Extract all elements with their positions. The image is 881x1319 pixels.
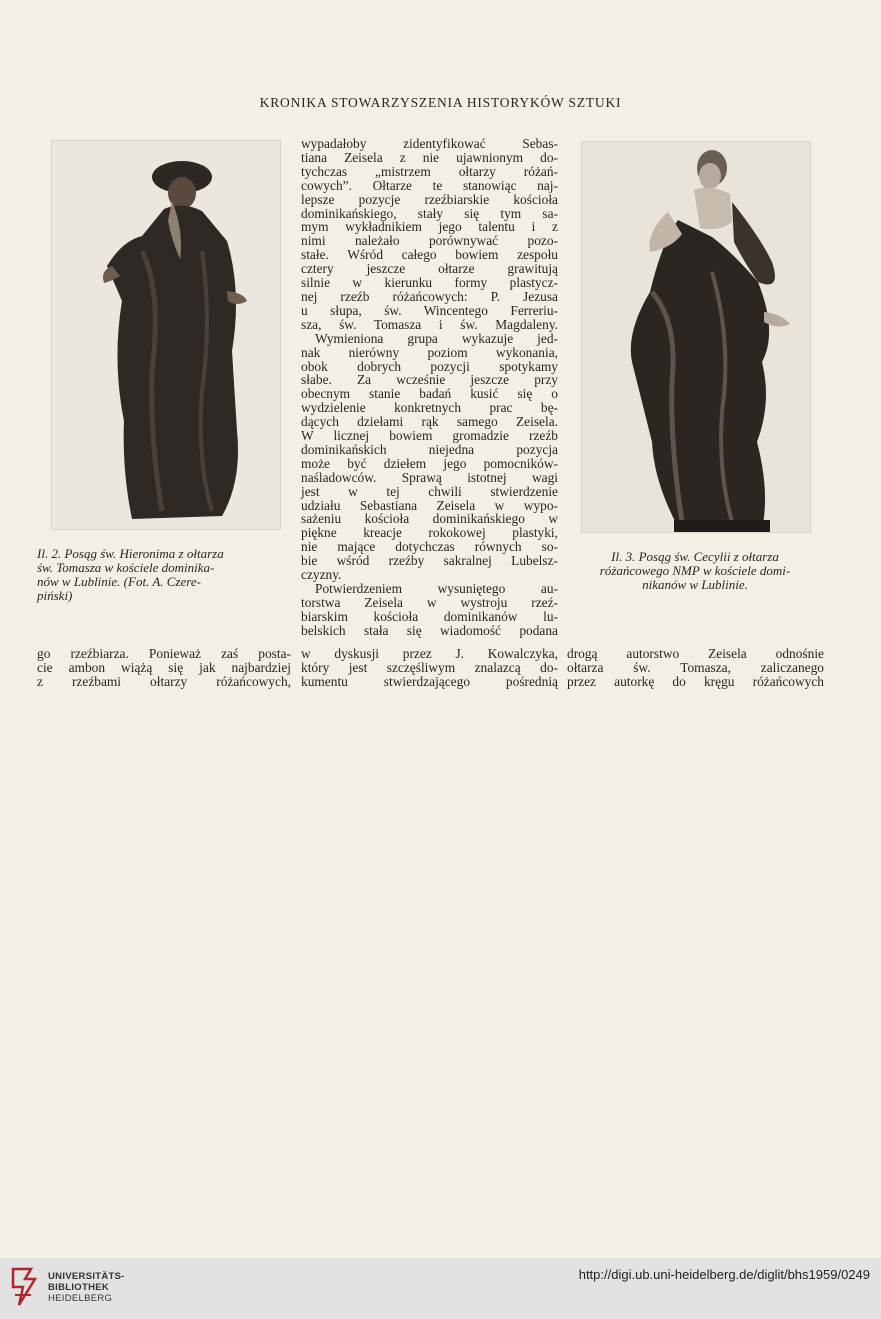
- text-line: go rzeźbiarza. Ponieważ zaś posta-: [37, 646, 291, 661]
- text-line: ołtarza św. Tomasza, zaliczanego: [567, 660, 824, 675]
- text-line: może być dziełem jego pomocników-: [301, 455, 558, 471]
- text-line: który jest szczęśliwym znalazcą do-: [301, 660, 558, 675]
- bottom-text-left: [37, 647, 291, 689]
- text-line: sażeniu kościoła dominikańskiego w: [301, 511, 558, 527]
- permalink-url[interactable]: http://digi.ub.uni-heidelberg.de/diglit/bhs1959/0249: [578, 1267, 870, 1282]
- text-line: stałe. Wśród całego bowiem zespołu: [301, 247, 558, 263]
- text-line: lepsze pozycje rzeźbiarskie kościoła: [301, 191, 558, 207]
- text-line: belskich stała się wiadomość podana: [301, 622, 558, 638]
- text-line: mym wykładnikiem jego talentu i z: [301, 219, 558, 235]
- text-line: naśladowców. Sprawą istotnej wagi: [301, 469, 558, 485]
- figure-st-cecilia-photo: [581, 141, 811, 533]
- institution-line: HEIDELBERG: [48, 1293, 113, 1304]
- text-line: tychczas „mistrzem ołtarzy różań-: [301, 163, 558, 179]
- figure-caption-left: Il. 2. Posąg św. Hieronima z ołtarza św. Tomasza w kościele dominika- nów w Lublinie. (Fot. A. Czere- piński): [37, 546, 224, 603]
- text-line: drogą autorstwo Zeisela odnośnie: [567, 646, 824, 661]
- bottom-text-right: [567, 647, 824, 689]
- text-line: nimi należało porównywać pozo-: [301, 233, 558, 249]
- text-line: dących dziełami rąk samego Zeisela.: [301, 414, 558, 430]
- text-line: cztery jeszcze ołtarze grawitują: [301, 261, 558, 277]
- figure-st-jerome-photo: [51, 140, 281, 530]
- middle-text-column: [301, 137, 558, 638]
- text-line: wypadałoby zidentyfikować Sebas-: [301, 136, 558, 151]
- text-line: kumentu stwierdzającego pośrednią: [301, 674, 558, 689]
- text-line: słabe. Za wcześnie jeszcze przy: [301, 372, 558, 388]
- text-line: cowych”. Ołtarze te stanowiąc naj-: [301, 177, 558, 193]
- st-jerome-statue-image: [52, 141, 280, 529]
- text-line: z rzeźbami ołtarzy różańcowych,: [37, 674, 291, 689]
- text-line: nej rzeźb różańcowych: P. Jezusa: [301, 288, 558, 304]
- text-line: torstwa Zeisela w wystroju rzeź-: [301, 594, 558, 610]
- text-line: nie mające dotychczas równych so-: [301, 539, 558, 555]
- text-line: czyzny.: [301, 567, 342, 583]
- text-line: silnie w kierunku formy plastycz-: [301, 275, 558, 291]
- text-line: dominikańskich niejedna pozycja: [301, 441, 558, 457]
- viewer-footer-bar: [0, 1258, 881, 1319]
- text-line: przez autorkę do kręgu różańcowych: [567, 674, 824, 689]
- text-line: sza, św. Tomasza i św. Magdaleny.: [301, 316, 558, 332]
- institution-name[interactable]: [48, 1271, 125, 1304]
- text-line: Wymieniona grupa wykazuje jed-: [315, 330, 558, 346]
- text-line: bie wśród rzeźby sakralnej Lubelsz-: [301, 553, 558, 569]
- text-line: cie ambon wiążą się jak najbardziej: [37, 660, 291, 675]
- text-line: u słupa, św. Wincentego Ferreriu-: [301, 302, 558, 318]
- text-line: dominikańskiego, stały się tym sa-: [301, 205, 558, 221]
- text-line: piękne kreacje rokokowej plastyki,: [301, 525, 558, 541]
- text-line: obok dobrych pozycji spotykamy: [301, 358, 558, 374]
- institution-line: UNIVERSITÄTS-: [48, 1271, 125, 1282]
- text-line: tiana Zeisela z nie ujawnionym do-: [301, 149, 558, 165]
- text-line: Potwierdzeniem wysuniętego au-: [315, 581, 558, 596]
- text-line: udziału Sebastiana Zeisela w wypo-: [301, 497, 558, 513]
- text-line: wydzielenie konkretnych prac bę-: [301, 400, 558, 416]
- text-line: jest w tej chwili stwierdzenie: [301, 483, 558, 499]
- text-line: W licznej bowiem gromadzie rzeźb: [301, 428, 558, 444]
- st-cecilia-statue-image: [582, 142, 810, 532]
- text-line: biarskim kościoła dominikanów lu-: [301, 608, 558, 624]
- figure-caption-right: Il. 3. Posąg św. Cecylii z ołtarza różańcowego NMP w kościele domi- nikanów w Lublinie.: [599, 549, 791, 592]
- bottom-text-middle: [301, 647, 558, 689]
- institution-line: BIBLIOTHEK: [48, 1282, 110, 1293]
- text-line: nak nierówny poziom wykonania,: [301, 344, 558, 360]
- text-line: w dyskusji przez J. Kowalczyka,: [301, 646, 558, 661]
- text-line: obecnym stanie badań kusić się o: [301, 386, 558, 402]
- university-library-logo-icon[interactable]: [9, 1265, 39, 1309]
- running-head: KRONIKA STOWARZYSZENIA HISTORYKÓW SZTUKI: [259, 95, 622, 110]
